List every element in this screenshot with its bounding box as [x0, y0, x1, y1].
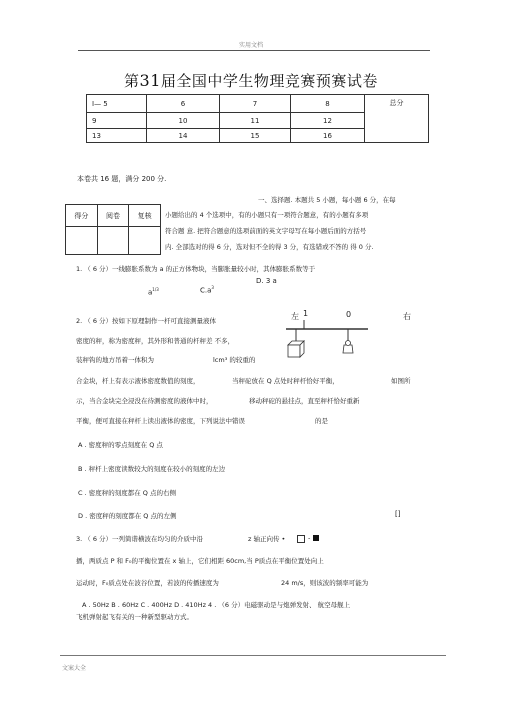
score-cell: 9	[87, 113, 147, 129]
score-cell: Ⅰ— 5	[87, 95, 147, 113]
question-2-line: 示，当合金块完全浸没在待测密度的液体中时，	[76, 397, 213, 405]
question-2-line: 平衡，便可直接在秤杆上读出液体的密度，下列说法中错误	[76, 417, 245, 425]
question-2-option-d: D . 密度秤的刻度都在 Q 点的左侧	[78, 512, 177, 520]
score-cell: 8	[291, 95, 365, 113]
total-score-cell: 总分	[365, 95, 429, 143]
grader-cell	[129, 227, 161, 255]
question-2-option-c: C . 密度秤的刻度都在 Q 点的右侧	[78, 489, 176, 497]
score-cell: 11	[220, 113, 291, 129]
question-2-line: 的是	[315, 417, 328, 425]
grader-header: 复核	[129, 205, 161, 227]
grader-header: 得分	[66, 205, 98, 227]
question-3-dash: -	[308, 534, 311, 542]
score-cell: 16	[291, 129, 365, 143]
alloy-block	[288, 341, 304, 357]
question-2-line: 合金块，杆上有表示液体密度数值的刻度，	[76, 377, 200, 385]
score-cell: 7	[220, 95, 291, 113]
question-1-text: 1. （ 6 分）一线膨胀系数为 a 的正方体物块，当膨胀量较小时，其体膨胀系数等于	[76, 265, 316, 273]
question-2-line: 移动秤砣的悬挂点，直至秤杆恰好重新	[249, 397, 360, 405]
question-2-line: 密度的秤，称为密度秤，其外形和普通的杆秤差 不多，	[76, 337, 235, 345]
figure-label-left: 左	[291, 312, 299, 321]
section1-line: 符合题 意. 把符合题意的选项前面的英文字母写在每小题后面的方括号	[165, 227, 367, 235]
question-1-option-d: D. 3 a	[256, 277, 277, 285]
figure-label-zero: 0	[346, 310, 352, 319]
score-cell: 6	[147, 95, 220, 113]
score-cell: 15	[220, 129, 291, 143]
footer-rule	[60, 655, 446, 656]
page-header-text: 实用文档	[239, 42, 264, 49]
question-2-line: 2. （ 6 分）按如下原理制作一杆可直接测量液体	[76, 317, 217, 325]
question-2-option-b: B . 秤杆上密度读数较大的刻度在较小的刻度的左边	[78, 465, 226, 473]
grader-cell	[66, 227, 98, 255]
title-number: 31	[139, 71, 161, 90]
grader-table	[65, 204, 161, 255]
figure-label-one: 1	[303, 309, 309, 318]
question-3-line: z 轴正向传 •	[248, 535, 286, 543]
answer-bracket: []	[395, 510, 401, 518]
figure-label-right: 右	[403, 312, 411, 321]
option-c-sup: 3	[211, 285, 214, 290]
counterweight	[343, 341, 353, 354]
question-2-line: 如图所	[391, 377, 411, 385]
question-1-option-a	[148, 287, 159, 296]
question-2-line: lcm³ 的较重的	[213, 356, 256, 364]
score-cell: 13	[87, 129, 147, 143]
page-title	[124, 70, 378, 91]
score-cell: 12	[291, 113, 365, 129]
question-1-option-c	[200, 285, 214, 294]
page-footer-text: 文案大全	[62, 665, 87, 672]
question-3-line: 运动时，F₀质点处在波谷位置，若波的传播速度为	[76, 579, 219, 587]
score-cell: 10	[147, 113, 220, 129]
section1-line: 一、选择题. 本题共 5 小题，每小题 6 分，在每	[258, 196, 396, 204]
question-4-line: 飞机弹射起飞有关的一种新型驱动方式。	[76, 613, 193, 621]
question-2-line: 装秤钩的地方吊着一体积为	[76, 356, 154, 364]
header-rule	[78, 50, 430, 51]
question-2-line: 当秤砣放在 Q 点处时秤杆恰好平衡，	[232, 377, 339, 385]
grader-header: 阅卷	[97, 205, 129, 227]
grader-cell	[97, 227, 129, 255]
option-c-base: C.a	[200, 286, 212, 295]
question-3-line: 24 m/s，则该波的频率可能为	[281, 579, 369, 587]
option-a-base: a	[148, 288, 153, 297]
title-prefix: 第	[124, 72, 140, 90]
option-a-sup: 1/3	[152, 287, 159, 292]
score-cell: 14	[147, 129, 220, 143]
empty-square-icon	[297, 535, 305, 543]
filled-square-icon	[313, 535, 319, 541]
question-3-line: 播，两质点 P 和 F₀的平衡位置在 x 轴上，它们相距 60cm,当 P质点在平衡位置处向上	[76, 557, 324, 565]
question-3-options: A . 50Hz B . 60Hz C . 400Hz D . 410Hz 4 . （6 分）电磁驱动是与炮弹发射、 航空母舰上	[82, 601, 351, 609]
title-suffix: 届全国中学生物理竞赛预赛试卷	[160, 72, 378, 90]
question-2-option-a: A . 密度秤的零点刻度在 Q 点	[78, 441, 163, 449]
steelyard-figure	[282, 317, 372, 367]
section1-line: 小题给出的 4 个选项中，有的小题只有一项符合题意，有的小题有多项	[165, 211, 369, 219]
score-table	[86, 94, 429, 143]
question-3-line: 3. （ 6 分）一列简谐横波在均匀的介质中沿	[76, 535, 204, 543]
exam-intro: 本卷共 16 题，满分 200 分.	[77, 175, 167, 183]
section1-line: 内. 全部选对的得 6 分，选对但不全的得 3 分，有选错或不答的 得 0 分.	[165, 243, 374, 251]
